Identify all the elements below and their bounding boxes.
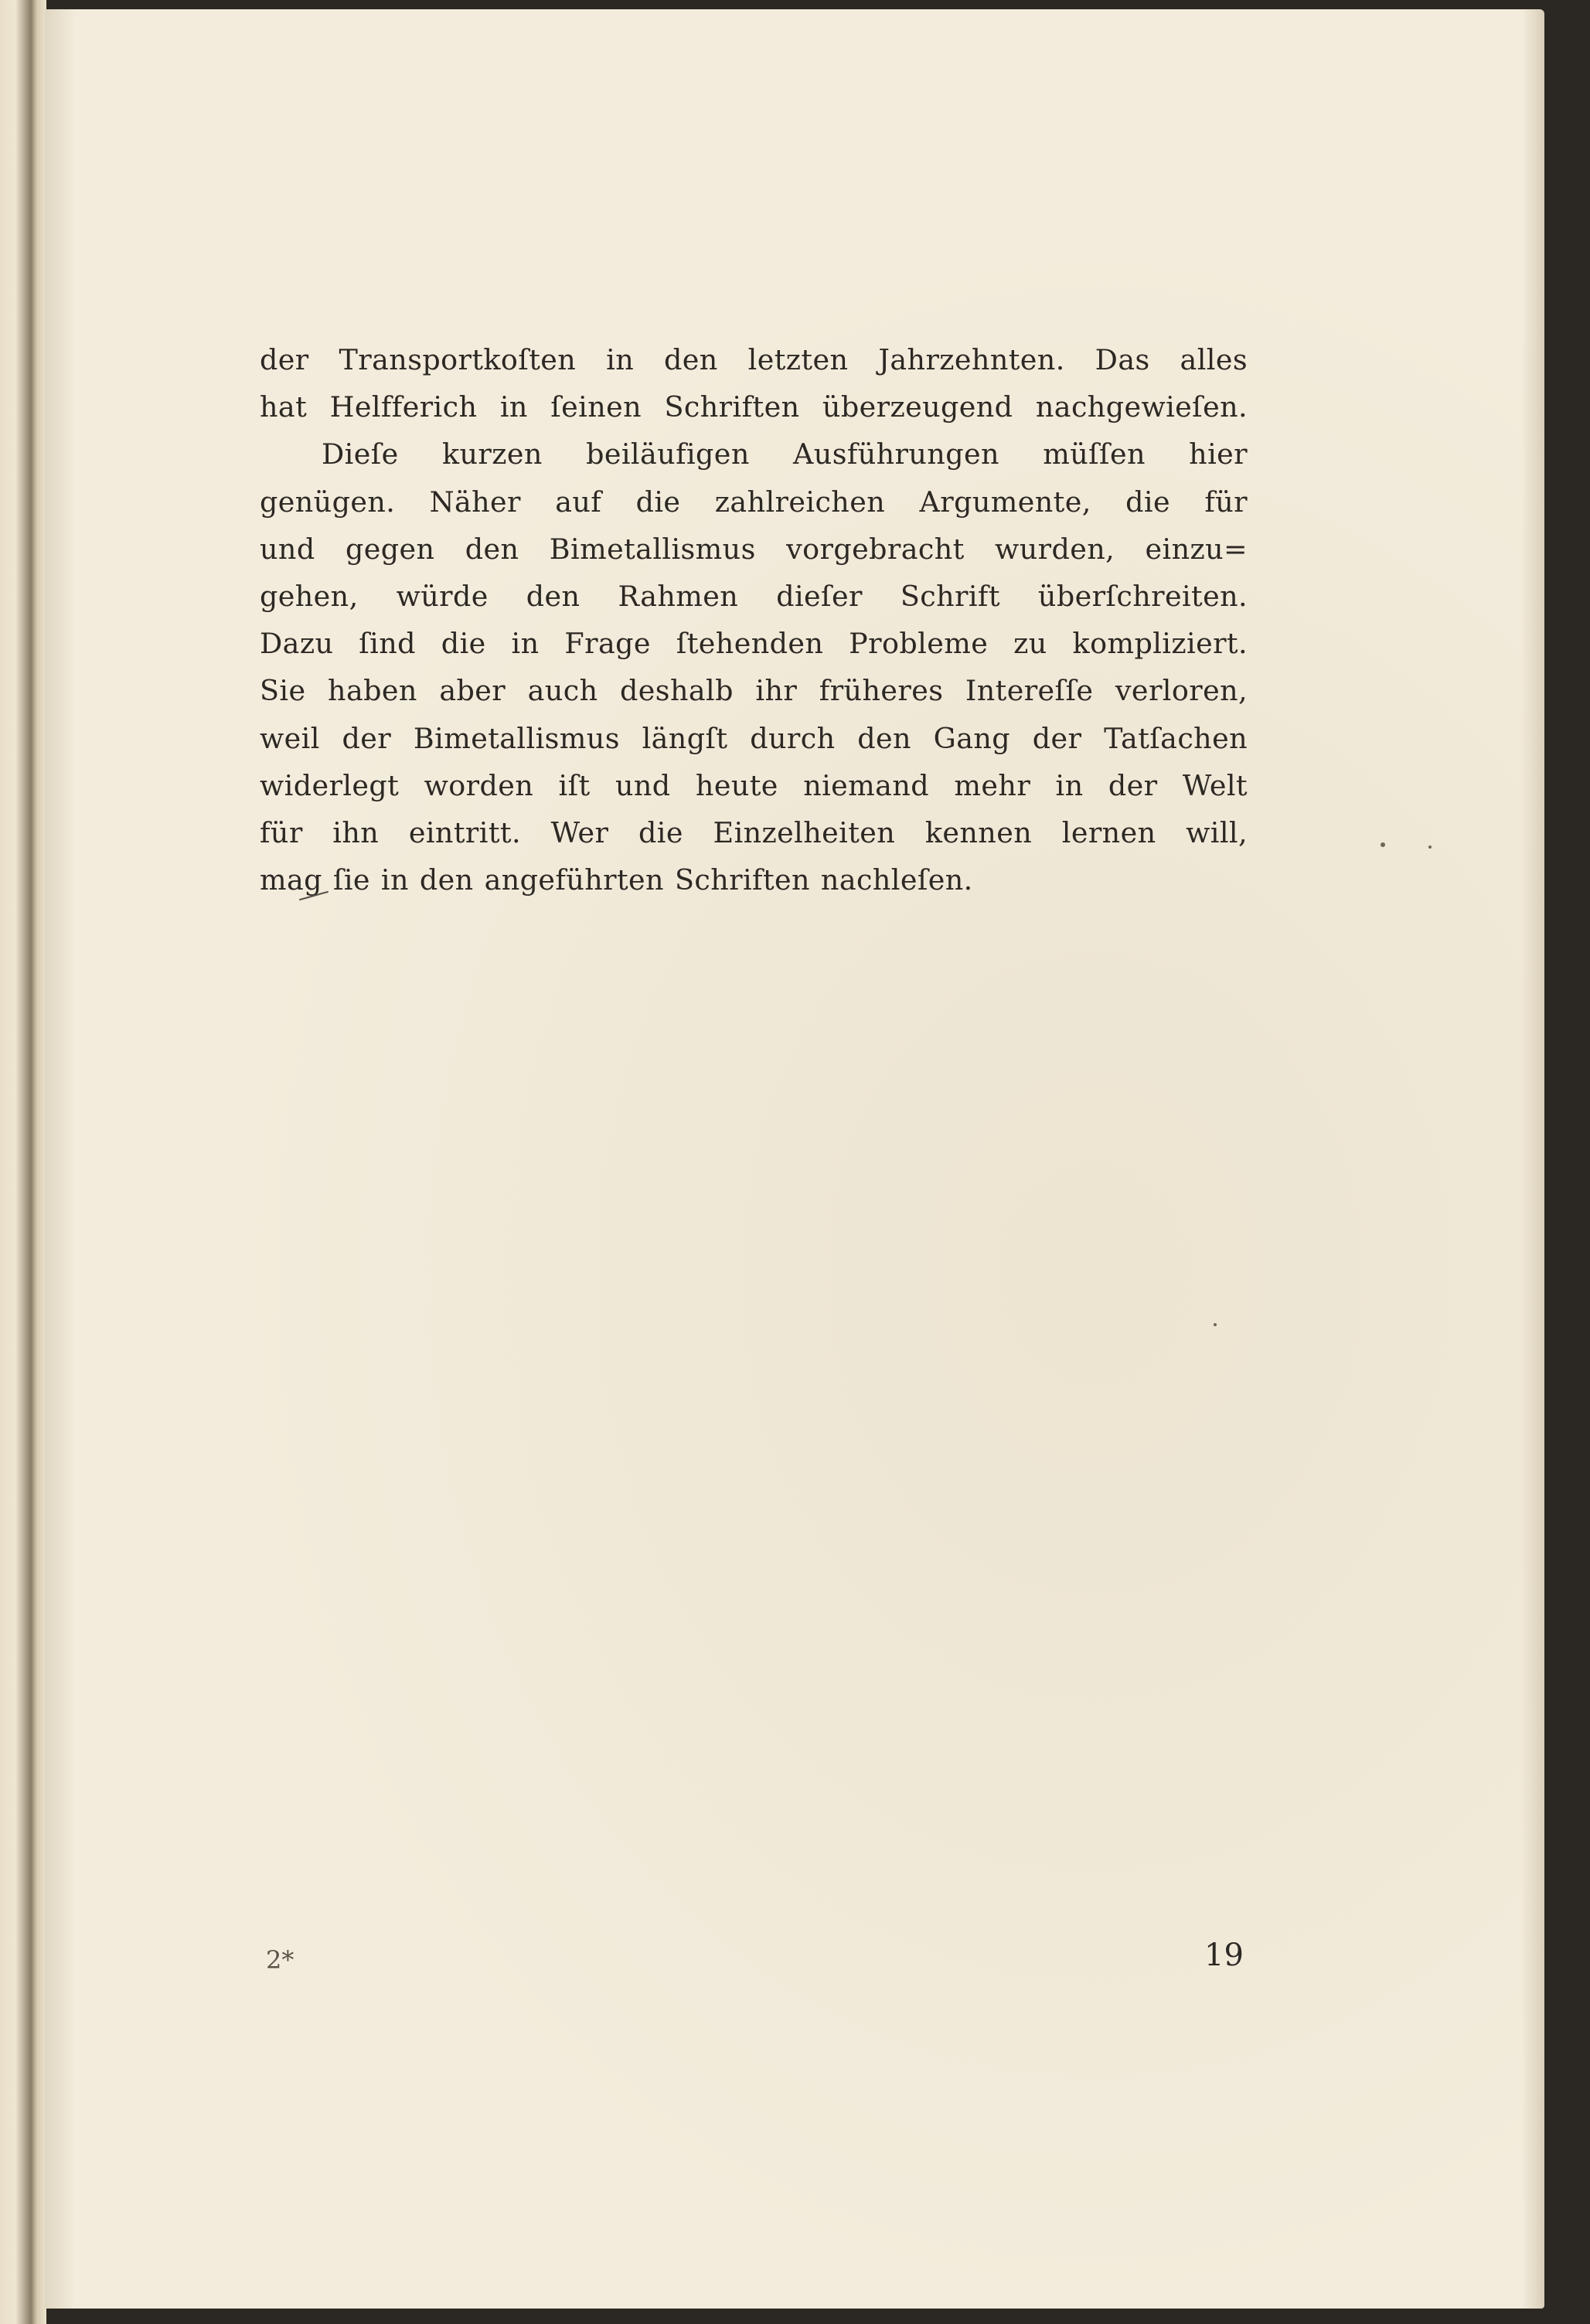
- text-line: widerlegt worden iſt und heute niemand mehr in der Welt: [260, 768, 1248, 802]
- pencil-stroke-mark: [298, 890, 329, 901]
- text-line: genügen. Näher auf die zahlreichen Argumente, die für: [260, 485, 1248, 519]
- text-line: der Transportkoſten in den letzten Jahrzehnten. Das alles: [260, 343, 1248, 376]
- dust-speck: [1381, 842, 1385, 847]
- text-line: gehen, würde den Rahmen dieſer Schrift überſchreiten.: [260, 580, 1248, 614]
- dust-speck: [1214, 1323, 1217, 1326]
- text-line: hat Helfferich in ſeinen Schriften überzeugend nachgewieſen.: [260, 390, 1248, 424]
- page-number: 19: [1204, 1938, 1244, 1973]
- text-line: Dieſe kurzen beiläufigen Ausführungen müſſen hier: [322, 437, 1248, 471]
- dust-speck: [1428, 846, 1432, 849]
- text-line: und gegen den Bimetallismus vorgebracht wurden, einzu=: [260, 532, 1248, 566]
- text-line: für ihn eintritt. Wer die Einzelheiten kennen lernen will,: [260, 816, 1248, 850]
- body-text: [260, 336, 1248, 903]
- text-line: Sie haben aber auch deshalb ihr früheres Intereſſe verloren,: [260, 674, 1248, 708]
- text-line: mag ſie in den angeführten Schriften nachleſen.: [260, 863, 973, 897]
- left-page-edge: [0, 0, 46, 2324]
- text-line: weil der Bimetallismus längſt durch den Gang der Tatſachen: [260, 721, 1248, 755]
- signature-mark: 2*: [266, 1945, 295, 1975]
- text-line: Dazu ſind die in Frage ſtehenden Probleme zu kompliziert.: [260, 627, 1248, 661]
- page-sheet: [45, 9, 1544, 2309]
